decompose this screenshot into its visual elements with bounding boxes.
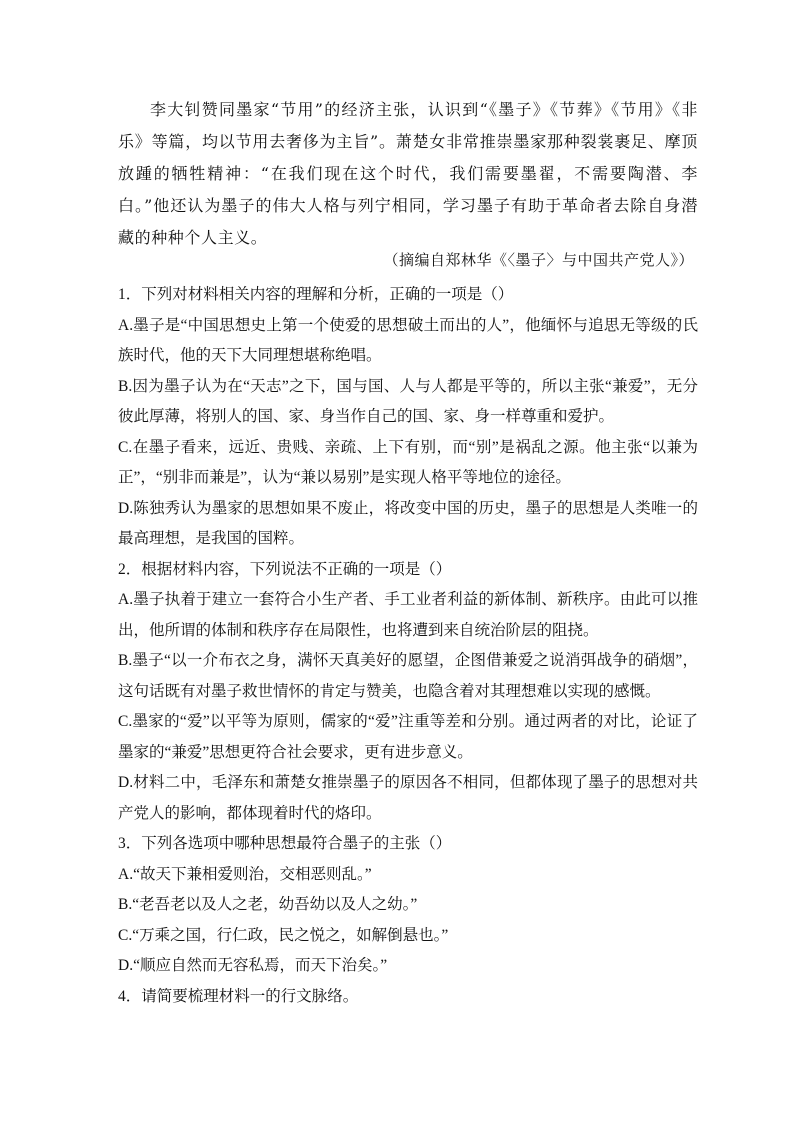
answer-option xyxy=(118,646,698,707)
answer-option xyxy=(118,890,698,921)
question-stem: 1．下列对材料相关内容的理解和分析，正确的一项是（） xyxy=(118,286,514,303)
answer-option-line: 墨家的“兼爱”思想更符合社会要求，更有进步意义。 xyxy=(118,743,473,761)
answer-option-line: C.墨家的“爱”以平等为原则，儒家的“爱”注重等差和分别。通过两者的对比，论证了 xyxy=(118,713,698,730)
answer-option-line: C.“万乘之国，行仁政，民之悦之，如解倒悬也。” xyxy=(118,926,449,944)
answer-option xyxy=(118,951,698,982)
answer-option xyxy=(118,707,698,768)
answer-option-line: B.墨子“以一介布衣之身，满怀天真美好的愿望，企图借兼爱之说消弭战争的硝烟”， xyxy=(118,652,698,669)
answer-option xyxy=(118,433,698,494)
answer-option-line: D.陈独秀认为墨家的思想如果不废止，将改变中国的历史，墨子的思想是人类唯一的 xyxy=(118,499,698,517)
answer-option-line: 彼此厚薄，将别人的国、家、身当作自己的国、家、身一样尊重和爱护。 xyxy=(118,408,615,425)
answer-option xyxy=(118,311,698,372)
answer-option-line: 产党人的影响，都体现着时代的烙印。 xyxy=(118,804,382,822)
question-stem: 2．根据材料内容，下列说法不正确的一项是（） xyxy=(118,560,452,578)
question-block xyxy=(118,280,698,555)
answer-option-line: D.材料二中，毛泽东和萧楚女推崇墨子的原因各不相同，但都体现了墨子的思想对共 xyxy=(118,774,698,791)
answer-option-line: B.“老吾老以及人之老，幼吾幼以及人之幼。” xyxy=(118,896,418,913)
answer-option-line: 族时代，他的天下大同理想堪称绝唱。 xyxy=(118,347,382,364)
question-block xyxy=(118,829,698,982)
question-list xyxy=(118,280,698,1012)
question-stem: 3．下列各选项中哪种思想最符合墨子的主张（） xyxy=(118,835,452,852)
answer-option xyxy=(118,768,698,829)
answer-option-line: 正”，“别非而兼是”，认为“兼以易别”是实现人格平等地位的途径。 xyxy=(118,469,571,486)
answer-option xyxy=(118,921,698,952)
answer-option-line: A.墨子是“中国思想史上第一个使爱的思想破土而出的人”，他缅怀与追思无等级的氏 xyxy=(118,316,698,334)
answer-option-line: 这句话既有对墨子救世情怀的肯定与赞美，也隐含着对其理想难以实现的感慨。 xyxy=(118,682,661,700)
answer-option-line: A.“故天下兼相爱则治，交相恶则乱。” xyxy=(118,865,372,883)
answer-option-line: 最高理想，是我国的国粹。 xyxy=(118,530,305,547)
answer-option xyxy=(118,494,698,555)
answer-option xyxy=(118,585,698,646)
question-block xyxy=(118,982,698,1013)
source-citation: （摘编自郑林华《〈墨子〉与中国共产党人》） xyxy=(383,251,694,269)
passage-paragraph: 李大钊赞同墨家“节用”的经济主张，认识到“《墨子》《节葬》《节用》《非乐》等篇，均以节用去奢侈为主旨”。萧楚女非常推崇墨家那种裂裳裹足、摩顶放踵的牺牲精神：“在我们现在这个时代，我们需要墨翟，不需要陶潜、李白。”他还认为墨子的伟大人格与列宁相同，学习墨子有助于革命者去除自身潜藏的种种个人主义。 xyxy=(118,100,698,247)
answer-option xyxy=(118,860,698,891)
answer-option-line: 出，他所谓的体制和秩序存在局限性，也将遭到来自统治阶层的阻挠。 xyxy=(118,621,599,639)
question-block xyxy=(118,555,698,830)
answer-option-line: A.墨子执着于建立一套符合小生产者、手工业者利益的新体制、新秩序。由此可以推 xyxy=(118,591,698,608)
question-stem: 4．请简要梳理材料一的行文脉络。 xyxy=(118,987,359,1005)
answer-option-line: B.因为墨子认为在“天志”之下，国与国、人与人都是平等的，所以主张“兼爱”，无分 xyxy=(118,377,698,395)
answer-option-line: C.在墨子看来，远近、贵贱、亲疏、上下有别，而“别”是祸乱之源。他主张“以兼为 xyxy=(118,438,698,456)
answer-option-line: D.“顺应自然而无容私焉，而天下治矣。” xyxy=(118,957,388,974)
answer-option xyxy=(118,372,698,433)
